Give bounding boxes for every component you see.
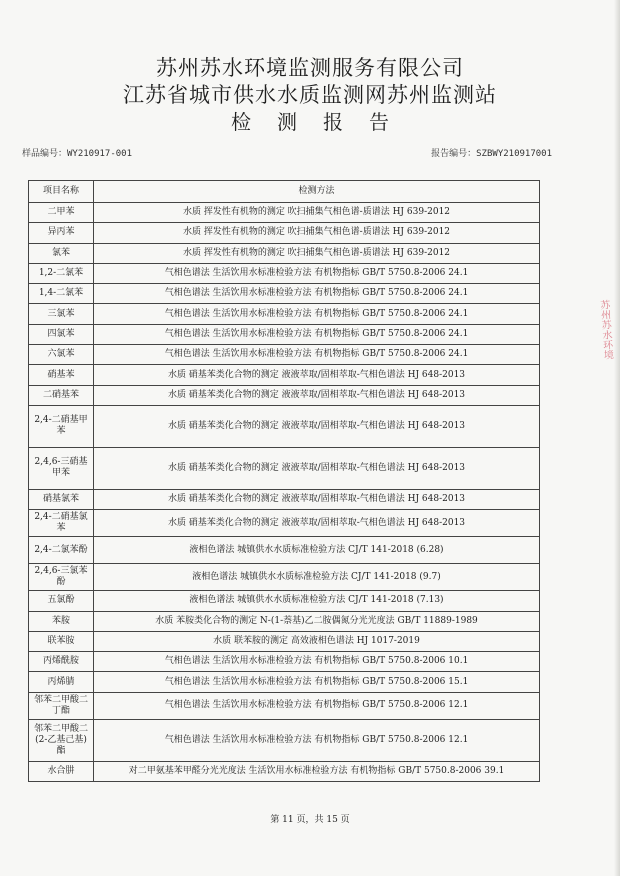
report-number: 报告编号：SZBWY210917001 [431, 149, 552, 159]
item-name: 2,4-二硝基氯苯 [29, 510, 94, 537]
item-name: 四氯苯 [29, 324, 94, 344]
item-method: 液相色谱法 城镇供水水质标准检验方法 CJ/T 141-2018 (6.28) [94, 537, 540, 564]
item-method: 气相色谱法 生活饮用水标准检验方法 有机物指标 GB/T 5750.8-2006 24.1 [94, 263, 540, 283]
report-title: 检测报告 [231, 110, 415, 134]
table-row [29, 263, 540, 283]
item-name: 硝基氯苯 [29, 489, 94, 509]
table-row [29, 652, 540, 672]
item-name: 2,4-二氯苯酚 [29, 537, 94, 564]
table-row [29, 405, 540, 447]
sample-number: 样品编号：WY210917-001 [22, 149, 133, 159]
page-number: 第 11 页，共 15 页 [270, 815, 350, 825]
table-row [29, 719, 540, 761]
table-header-row [29, 181, 540, 203]
table-row [29, 223, 540, 243]
methods-table [28, 180, 540, 782]
item-method: 气相色谱法 生活饮用水标准检验方法 有机物指标 GB/T 5750.8-2006 15.1 [94, 672, 540, 692]
table-row [29, 385, 540, 405]
table-row [29, 243, 540, 263]
table-row [29, 510, 540, 537]
seal-stamp [589, 299, 616, 400]
item-name: 五氯酚 [29, 591, 94, 611]
item-name: 2,4-二硝基甲苯 [29, 405, 94, 447]
item-name: 三氯苯 [29, 304, 94, 324]
table-row [29, 761, 540, 781]
item-name: 丙烯腈 [29, 672, 94, 692]
item-method: 气相色谱法 生活饮用水标准检验方法 有机物指标 GB/T 5750.8-2006 24.1 [94, 345, 540, 365]
table-row [29, 324, 540, 344]
item-name: 2,4,6-三氯苯酚 [29, 564, 94, 591]
item-method: 水质 挥发性有机物的测定 吹扫捕集气相色谱-质谱法 HJ 639-2012 [94, 243, 540, 263]
report-meta [22, 146, 552, 159]
seal-stamp-text: 苏州苏水环境 [597, 299, 613, 361]
item-name: 硝基苯 [29, 365, 94, 385]
item-method: 水质 硝基苯类化合物的测定 液液萃取/固相萃取-气相色谱法 HJ 648-2013 [94, 447, 540, 489]
item-method: 气相色谱法 生活饮用水标准检验方法 有机物指标 GB/T 5750.8-2006 12.1 [94, 692, 540, 719]
table-row [29, 203, 540, 223]
item-method: 液相色谱法 城镇供水水质标准检验方法 CJ/T 141-2018 (9.7) [94, 564, 540, 591]
table-row [29, 489, 540, 509]
table-row [29, 611, 540, 631]
item-name: 六氯苯 [29, 345, 94, 365]
table-row [29, 631, 540, 651]
table-row [29, 692, 540, 719]
item-method: 液相色谱法 城镇供水水质标准检验方法 CJ/T 141-2018 (7.13) [94, 591, 540, 611]
table-row [29, 284, 540, 304]
col-item-name: 项目名称 [29, 181, 94, 203]
item-name: 邻苯二甲酸二丁酯 [29, 692, 94, 719]
item-method: 水质 联苯胺的测定 高效液相色谱法 HJ 1017-2019 [94, 631, 540, 651]
item-name: 水合肼 [29, 761, 94, 781]
item-method: 水质 苯胺类化合物的测定 N-(1-萘基)乙二胺偶氮分光光度法 GB/T 11889-1989 [94, 611, 540, 631]
item-method: 气相色谱法 生活饮用水标准检验方法 有机物指标 GB/T 5750.8-2006 12.1 [94, 719, 540, 761]
table-row [29, 564, 540, 591]
table-row [29, 447, 540, 489]
item-name: 邻苯二甲酸二(2-乙基己基)酯 [29, 719, 94, 761]
item-method: 气相色谱法 生活饮用水标准检验方法 有机物指标 GB/T 5750.8-2006 24.1 [94, 284, 540, 304]
item-method: 气相色谱法 生活饮用水标准检验方法 有机物指标 GB/T 5750.8-2006 10.1 [94, 652, 540, 672]
item-method: 水质 硝基苯类化合物的测定 液液萃取/固相萃取-气相色谱法 HJ 648-2013 [94, 365, 540, 385]
item-name: 联苯胺 [29, 631, 94, 651]
table-row [29, 672, 540, 692]
report-header [0, 56, 620, 134]
table-row [29, 304, 540, 324]
col-method: 检测方法 [94, 181, 540, 203]
company-name: 苏州苏水环境监测服务有限公司 [156, 56, 464, 80]
table-row [29, 537, 540, 564]
item-method: 水质 挥发性有机物的测定 吹扫捕集气相色谱-质谱法 HJ 639-2012 [94, 223, 540, 243]
item-name: 1,4-二氯苯 [29, 284, 94, 304]
table-row [29, 365, 540, 385]
item-method: 水质 挥发性有机物的测定 吹扫捕集气相色谱-质谱法 HJ 639-2012 [94, 203, 540, 223]
item-name: 异丙苯 [29, 223, 94, 243]
item-method: 水质 硝基苯类化合物的测定 液液萃取/固相萃取-气相色谱法 HJ 648-2013 [94, 385, 540, 405]
item-name: 丙烯酰胺 [29, 652, 94, 672]
station-name: 江苏省城市供水水质监测网苏州监测站 [123, 83, 497, 107]
item-name: 氯苯 [29, 243, 94, 263]
item-name: 二甲苯 [29, 203, 94, 223]
item-method: 水质 硝基苯类化合物的测定 液液萃取/固相萃取-气相色谱法 HJ 648-2013 [94, 489, 540, 509]
table-row [29, 591, 540, 611]
item-name: 2,4,6-三硝基甲苯 [29, 447, 94, 489]
item-name: 二硝基苯 [29, 385, 94, 405]
item-method: 气相色谱法 生活饮用水标准检验方法 有机物指标 GB/T 5750.8-2006 24.1 [94, 324, 540, 344]
item-method: 水质 硝基苯类化合物的测定 液液萃取/固相萃取-气相色谱法 HJ 648-2013 [94, 405, 540, 447]
table-row [29, 345, 540, 365]
item-method: 对二甲氨基苯甲醛分光光度法 生活饮用水标准检验方法 有机物指标 GB/T 5750.8-2006 39.1 [94, 761, 540, 781]
item-method: 水质 硝基苯类化合物的测定 液液萃取/固相萃取-气相色谱法 HJ 648-2013 [94, 510, 540, 537]
item-method: 气相色谱法 生活饮用水标准检验方法 有机物指标 GB/T 5750.8-2006 24.1 [94, 304, 540, 324]
item-name: 苯胺 [29, 611, 94, 631]
item-name: 1,2-二氯苯 [29, 263, 94, 283]
